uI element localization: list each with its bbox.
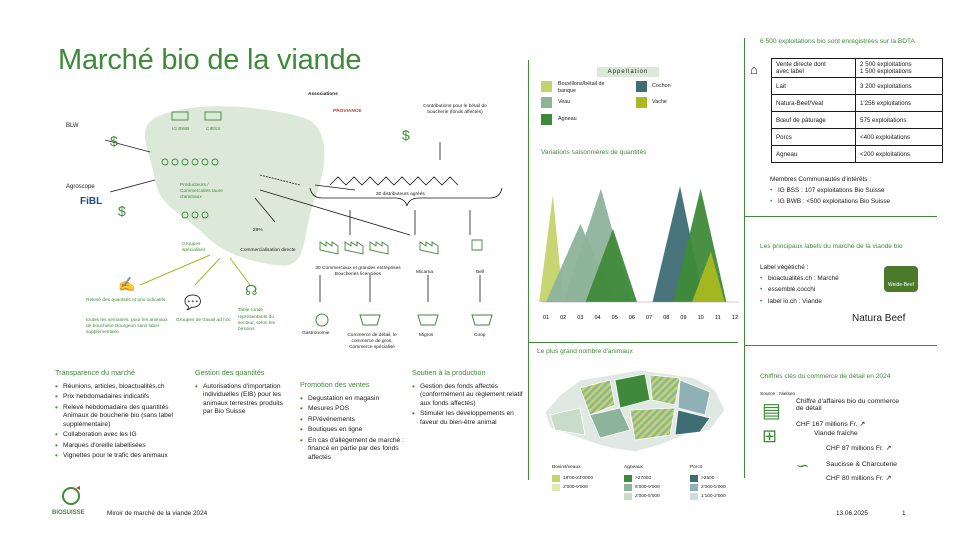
map-legend-item: >27000 (635, 476, 652, 481)
map-swatch (552, 484, 560, 491)
section-soutien (412, 368, 524, 429)
map-legend-item: 18'00-24'0000 (563, 476, 594, 481)
table-row (772, 95, 943, 112)
list-item: • En cas d'allègement de marché : financé en partie par des fonds affectés (300, 437, 408, 462)
table-cell: Agneau (772, 146, 856, 163)
exploitations-title: 6 500 exploitations bio sont enregistrées sur la BDTA (760, 38, 915, 45)
ca-title: Chiffre d'affaires bio du commerce de détail (796, 398, 900, 412)
list-item: • IG BWB : <500 exploitations Bio Suisse (770, 198, 940, 206)
appellation-head: Appellation (597, 67, 659, 77)
map-legend-item: 2'000-5'000 (701, 485, 726, 490)
coop-label: Coop (474, 333, 486, 338)
list-item: • Vignettes pour le trafic des animaux (55, 452, 195, 460)
table-cell: 575 exploitations (856, 112, 943, 129)
x-tick-label: 03 (577, 315, 584, 321)
agroscope-logo: Agroscope (66, 184, 95, 190)
legend-swatch (541, 97, 552, 108)
x-tick-label: 02 (560, 315, 567, 321)
list-item: • RP/événements (300, 416, 408, 424)
x-tick-label: 12 (731, 315, 739, 321)
legend-swatch (636, 81, 647, 92)
list-item: • bioactualités.ch : Marché (760, 275, 850, 283)
x-tick-label: 01 (542, 315, 550, 321)
map-swatch (624, 493, 632, 500)
biosuisse-logo (54, 486, 88, 510)
natura-beef-logo: Natura Beef (852, 313, 906, 324)
legend-swatch (541, 81, 552, 92)
table-ronde-title: Table ronde (238, 308, 264, 313)
fraiche-title: Viande fraîche (814, 430, 858, 437)
x-tick-label: 10 (697, 315, 704, 321)
x-tick-label: 07 (646, 315, 653, 321)
footer-doc: Miroir de marché de la viande 2024 (107, 510, 208, 517)
table-cell: 3 200 exploitations (856, 78, 943, 95)
legend-label: Veau (558, 99, 571, 105)
groupes-travail-label: Groupes de travail ad hoc (176, 318, 231, 323)
gastronomie-label: Gastronomie (302, 331, 330, 336)
list-item: • Gestion des fonds affectés (conformément au règlement relatif aux fonds affectés) (412, 383, 524, 408)
legend-label: Agneau (558, 116, 577, 122)
table-cell: Natura-Beef/Veal (772, 95, 856, 112)
x-tick-label: 08 (663, 315, 670, 321)
money-bag-icon-3: $ (402, 127, 410, 143)
table-row (772, 112, 943, 129)
section-head: Promotion des ventes (300, 380, 370, 389)
proviance-logo: PROVIANCE (333, 109, 362, 114)
map-legend-head: Bovins/veaux (552, 465, 581, 470)
map-swatch (690, 484, 698, 491)
table-row (772, 78, 943, 95)
table-row (772, 129, 943, 146)
saucisse-value: CHF 80 millions Fr. ↗ (826, 475, 892, 482)
footer-date: 13.06.2025 (836, 510, 868, 517)
fraiche-value: CHF 87 millions Fr. ↗ (826, 445, 892, 452)
groupes-label: Groupes spécialisés (182, 242, 206, 253)
section-promotion (300, 380, 408, 464)
money-bag-icon-2: $ (118, 203, 126, 219)
table-cell: <200 exploitations (856, 146, 943, 163)
meeting-icon: ☊ (245, 282, 258, 298)
map-swatch (624, 475, 632, 482)
page-title: Marché bio de la viande (58, 44, 362, 76)
chat-icon: 💬 (184, 294, 202, 310)
farm-icon: ⌂ (750, 62, 758, 77)
map-swatch (624, 484, 632, 491)
footer-page: 1 (902, 510, 906, 517)
x-tick-label: 06 (628, 315, 635, 321)
pct-label: 29% (253, 228, 263, 233)
section-head: Transparence du marché (55, 368, 136, 377)
labels-title: Les principaux labels du marché de la viande bio (760, 243, 903, 250)
production-table (771, 58, 943, 163)
list-item: • Stimuler les développements en faveur du bien-être animal (412, 410, 524, 427)
table-cell: 1'256 exploitations (856, 95, 943, 112)
map-swatch (690, 475, 698, 482)
section-gestion (195, 368, 293, 419)
section-transparence (55, 368, 195, 463)
source-label: Source : Nielsen (760, 392, 796, 397)
cibss-label: CIBSS (206, 127, 221, 132)
releve-title: Relevé des quantités et prix indicatifs (86, 298, 166, 303)
map-legend-item: 2'000-5'000 (635, 494, 660, 499)
register-icon: ▤ (762, 400, 781, 422)
x-tick-label: 11 (714, 315, 721, 321)
map-legend-head: Porcs (690, 465, 703, 470)
sausage-icon: ∽ (796, 458, 810, 475)
releve-text: toutes les semaines, pour les animaux de boucherie Bourgeon sans label supplémentaire (86, 318, 168, 335)
micarna-label: Micarna (416, 270, 434, 275)
table-row (772, 146, 943, 163)
section-head: Soutien à la production (412, 368, 486, 377)
basket-icon: ⊞ (762, 426, 778, 446)
x-tick-label: 04 (594, 315, 601, 321)
bell-label: Bell (476, 270, 484, 275)
table-ronde-text: représentants du secteur, selon les besoins (238, 315, 276, 332)
list-item: • IG BSS : 107 exploitations Bio Suisse (770, 187, 940, 195)
map-swatch (690, 493, 698, 500)
fibl-logo: FiBL (80, 196, 103, 207)
table-cell: <400 exploitations (856, 129, 943, 146)
legend-label: Bouvillons/bétail de banque (558, 81, 605, 94)
x-tick-label: 09 (680, 315, 687, 321)
handshake-icon: ✍ (118, 276, 136, 292)
ca-value: CHF 167 millions Fr. ↗ (796, 421, 866, 428)
distributeurs-label: 30 distributeurs agréés (376, 192, 425, 197)
section-head: Gestion des quantités (195, 368, 265, 377)
list-item: • label lo.ch : Viande (760, 298, 850, 306)
map-legend-item: >2500 (701, 476, 715, 481)
list-item: • essemblé.cocchi (760, 286, 850, 294)
biosuisse-wordmark: BIOSUISSE (52, 510, 85, 516)
money-bag-icon: $ (110, 133, 118, 149)
x-tick-label: 05 (611, 315, 618, 321)
list-item: • Autorisations d'importation individuelles (EIB) pour les animaux terrestres produits par Bio Suisse (195, 383, 293, 417)
commerce-label: Commerce de détail, le commerce de gros, Commerce spécialisé (347, 333, 397, 350)
map-legend-head: Agneaux (624, 465, 643, 470)
map-legend-item: 1'100-2'000 (701, 494, 726, 499)
list-item: • Prix hebdomadaires indicatifs (55, 393, 195, 401)
list-item: • Relevé hebdomadaire des quantités Animaux de boucherie bio (sans label supplémentaire) (55, 404, 195, 429)
table-cell: Lait (772, 78, 856, 95)
commerciaux-label: 30 Commerciaux et grandes entreprises Boucheries licenciées (315, 266, 401, 277)
switzerland-map (540, 360, 735, 460)
table-row (772, 59, 943, 78)
migros-label: Migros (419, 333, 434, 338)
table-cell: Vente directe dont avec label (772, 59, 856, 78)
map-title: Le plus grand nombre d'animaux (537, 348, 633, 355)
map-swatch (552, 475, 560, 482)
chart-title: Variations saisonnières de quantités (541, 149, 647, 156)
producers-label: Producteurs / Commerciales taure d'animaux (180, 183, 223, 200)
membres-title: Membres Communautés d'intérêts : (770, 176, 872, 183)
legend-swatch (636, 97, 647, 108)
list-item: • Collaboration avec les IG (55, 431, 195, 439)
weide-beef-logo: Weide-Beef (884, 266, 918, 292)
list-item: • Degustation en magasin (300, 395, 408, 403)
legend-label: Vache (652, 99, 667, 105)
map-legend-item: 2'000-9'000 (563, 485, 588, 490)
blw-logo: BLW (66, 123, 79, 129)
list-item: • Réunions, articles, bioactualités.ch (55, 383, 195, 391)
commercialisation-label: Commercialisation directe (240, 248, 296, 253)
legend-label: Cochon (652, 83, 671, 89)
legend-swatch (541, 114, 552, 125)
table-cell: 2 500 exploitations 1 500 exploitations (856, 59, 943, 78)
table-cell: Bœuf de pâturage (772, 112, 856, 129)
map-legend-item: 5'000-9'000 (635, 485, 660, 490)
list-item: • Mesures POS (300, 405, 408, 413)
saucisse-title: Saucisse & Charcuterie (826, 461, 898, 468)
table-cell: Porcs (772, 129, 856, 146)
list-item: • Boutiques en ligne (300, 426, 408, 434)
associations-label: Associations (308, 92, 338, 97)
chiffres-title: Chiffres clés du commerce de détail en 2024 (760, 373, 891, 380)
label-veg-title: Label végétiché : (760, 264, 809, 271)
ig-bwb-label: IG BWB (172, 127, 190, 132)
contributions-label: Contributions pour le bétail de boucherie (fonds affectés) (423, 104, 487, 115)
list-item: • Marques d'oreille labellisées (55, 442, 195, 450)
seasonal-chart (538, 168, 743, 326)
